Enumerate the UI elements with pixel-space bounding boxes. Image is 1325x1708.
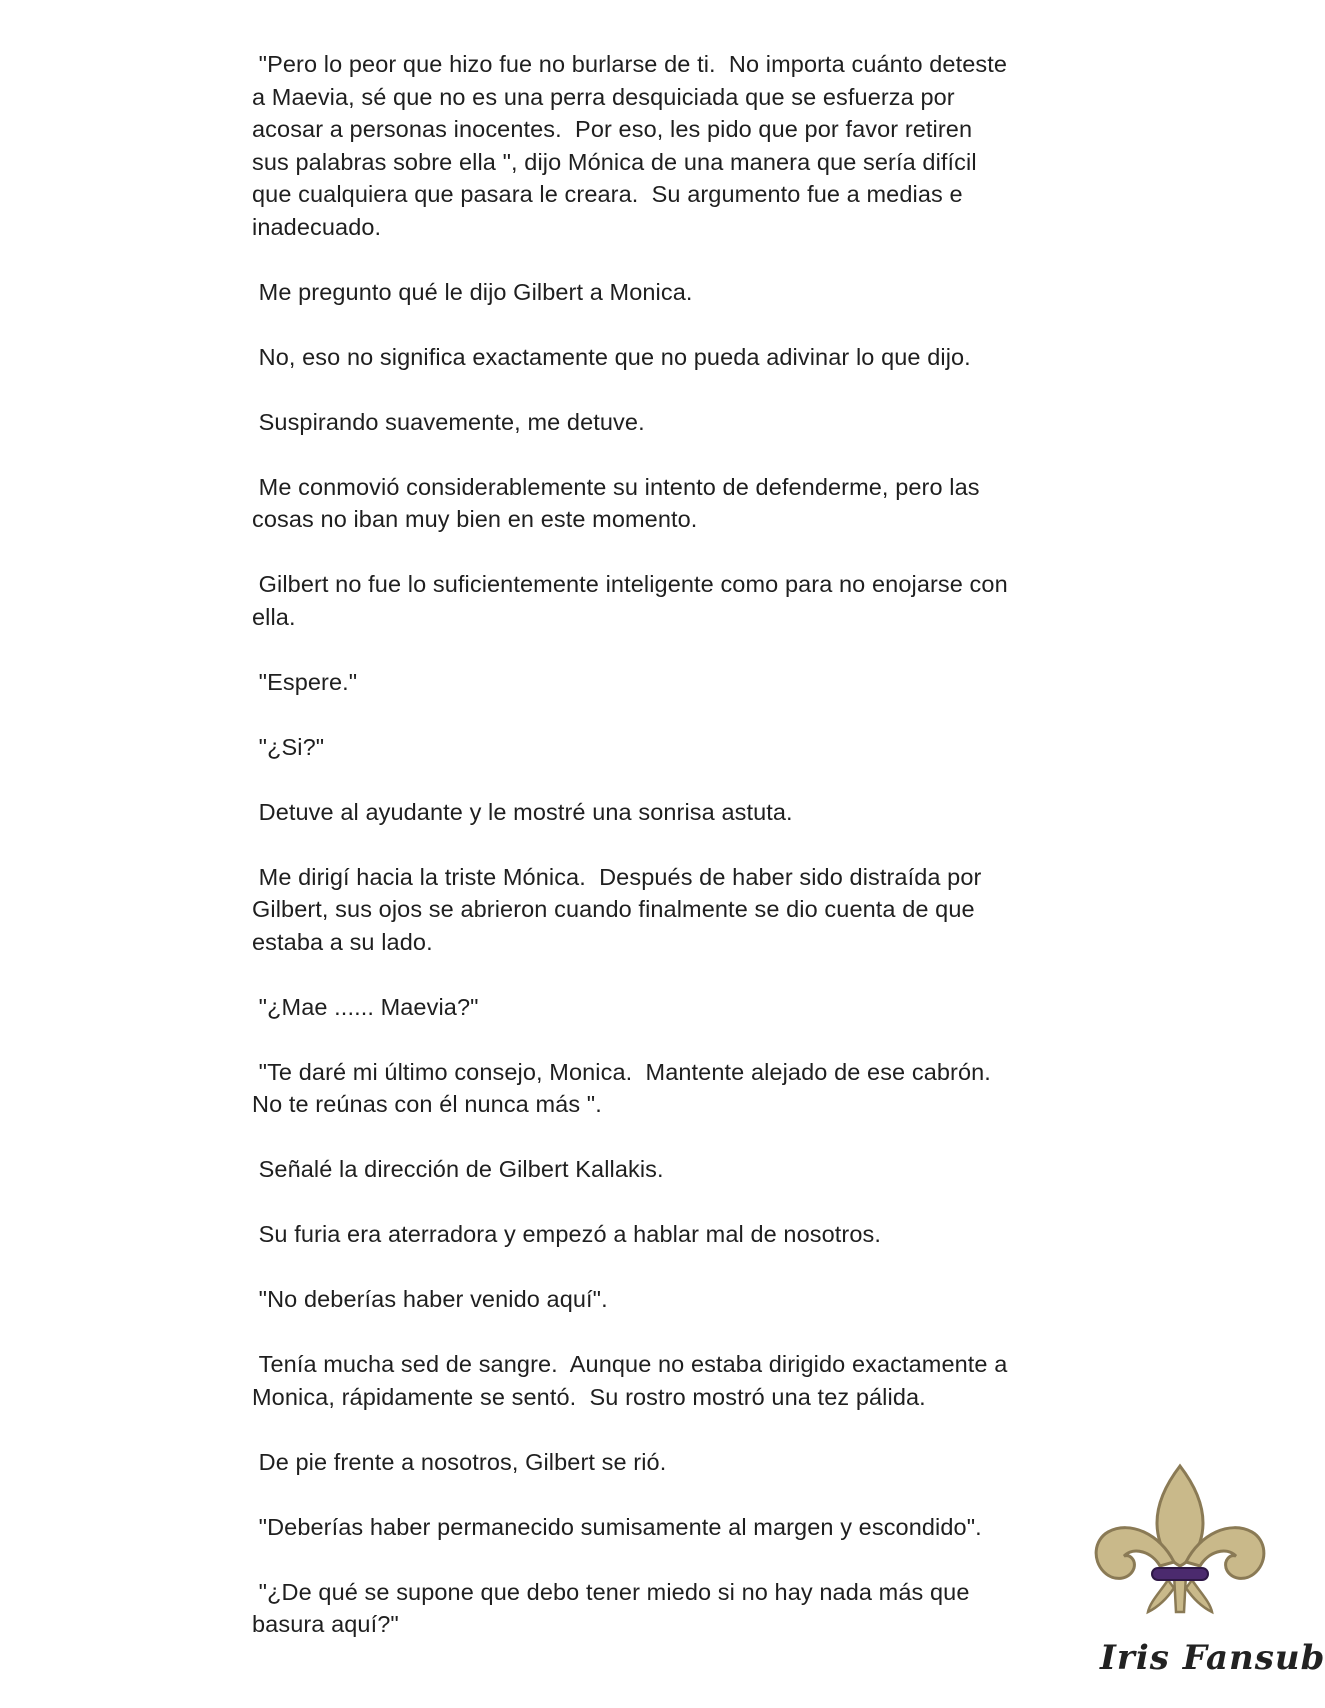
paragraph: "¿Mae ...... Maevia?" [252, 993, 479, 1020]
paragraph: Su furia era aterradora y empezó a hablar mal de nosotros. [252, 1221, 881, 1247]
paragraph: "¿Si?" [252, 733, 325, 760]
paragraph: Tenía mucha sed de sangre. Aunque no estaba dirigido exactamente a Monica, rápidamente se sentó. Su rostro mostró una tez pálida. [252, 1351, 1008, 1410]
paragraph: Me pregunto qué le dijo Gilbert a Monica. [252, 278, 693, 305]
paragraph: Señalé la dirección de Gilbert Kallakis. [252, 1156, 664, 1182]
paragraph: "No deberías haber venido aquí". [252, 1286, 608, 1312]
paragraph: Me conmovió considerablemente su intento de defenderme, pero las cosas no iban muy bien en este momento. [252, 473, 980, 532]
paragraph: Gilbert no fue lo suficientemente inteligente como para no enojarse con ella. [252, 571, 1008, 630]
paragraph: "Te daré mi último consejo, Monica. Mantente alejado de ese cabrón. No te reúnas con él nunca más ". [252, 1058, 991, 1117]
paragraph: Suspirando suavemente, me detuve. [252, 408, 645, 435]
paragraph: Me dirigí hacia la triste Mónica. Después de haber sido distraída por Gilbert, sus ojos se abrieron cuando finalmente se dio cuenta de que estaba a su lado. [252, 863, 982, 955]
document-body [252, 48, 1052, 1673]
paragraph: "Espere." [252, 668, 358, 695]
paragraph: "Deberías haber permanecido sumisamente al margen y escondido". [252, 1513, 982, 1540]
paragraph: Detuve al ayudante y le mostré una sonrisa astuta. [252, 798, 793, 825]
paragraph: No, eso no significa exactamente que no pueda adivinar lo que dijo. [252, 343, 971, 370]
fleur-de-lis-icon [1090, 1462, 1270, 1622]
paragraph: "¿De qué se supone que debo tener miedo si no hay nada más que basura aquí?" [252, 1578, 970, 1637]
watermark-logo [1080, 1462, 1325, 1708]
watermark-brand-text: Iris Fansub [1100, 1638, 1325, 1678]
paragraph: "Pero lo peor que hizo fue no burlarse de ti. No importa cuánto deteste a Maevia, sé que no es una perra desquiciada que se esfuerza por acosar a personas inocentes. Por eso, les pido que por favor retiren sus palabras sobre ella ", dijo Mónica de una manera que sería difícil que cualquiera que pasara le creara. Su argumento fue a medias e inadecuado. [252, 51, 1008, 240]
paragraph: De pie frente a nosotros, Gilbert se rió. [252, 1448, 667, 1475]
